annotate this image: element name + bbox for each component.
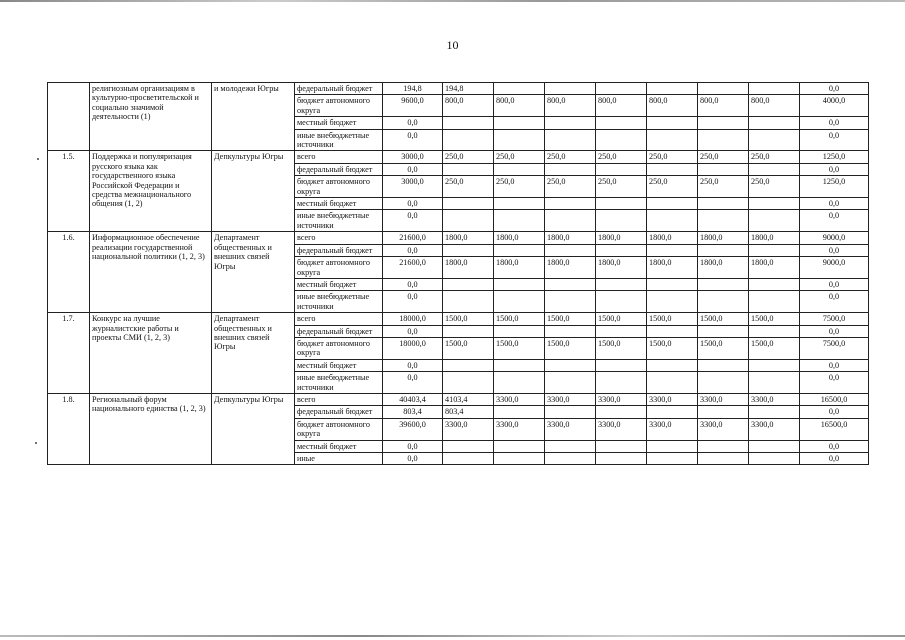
- year-amount: [749, 244, 800, 256]
- item-name: Информационное обеспечение реализации государственной национальной политики (1, 2, 3): [90, 232, 212, 313]
- final-period-amount: 0,0: [800, 325, 869, 337]
- total-amount: 0,0: [383, 244, 443, 256]
- total-amount: 0,0: [383, 163, 443, 175]
- year-amount: [749, 291, 800, 313]
- year-amount: 250,0: [545, 151, 596, 163]
- year-amount: [596, 244, 647, 256]
- year-amount: [647, 440, 698, 452]
- funding-source: иные внебюджетные источники: [295, 129, 383, 151]
- year-amount: 194,8: [443, 83, 494, 95]
- scan-speck: [37, 158, 39, 160]
- final-period-amount: 0,0: [800, 244, 869, 256]
- year-amount: 1800,0: [443, 257, 494, 279]
- year-amount: [749, 129, 800, 151]
- year-amount: 1500,0: [647, 313, 698, 325]
- year-amount: [494, 129, 545, 151]
- item-name: Региональный форум национального единства (1, 2, 3): [90, 393, 212, 464]
- total-amount: 0,0: [383, 359, 443, 371]
- year-amount: [596, 198, 647, 210]
- year-amount: [596, 359, 647, 371]
- year-amount: [698, 372, 749, 394]
- year-amount: [545, 440, 596, 452]
- year-amount: 250,0: [494, 176, 545, 198]
- year-amount: 3300,0: [494, 418, 545, 440]
- year-amount: [698, 210, 749, 232]
- funding-source: иные внебюджетные источники: [295, 210, 383, 232]
- year-amount: [443, 291, 494, 313]
- final-period-amount: 0,0: [800, 198, 869, 210]
- final-period-amount: 0,0: [800, 440, 869, 452]
- year-amount: [596, 372, 647, 394]
- year-amount: [443, 117, 494, 129]
- total-amount: 194,8: [383, 83, 443, 95]
- funding-source: местный бюджет: [295, 198, 383, 210]
- total-amount: 18000,0: [383, 337, 443, 359]
- year-amount: [596, 278, 647, 290]
- year-amount: 3300,0: [647, 393, 698, 405]
- year-amount: 1500,0: [545, 337, 596, 359]
- table-row: [48, 393, 869, 405]
- total-amount: 21600,0: [383, 257, 443, 279]
- year-amount: [494, 406, 545, 418]
- total-amount: 3000,0: [383, 151, 443, 163]
- total-amount: 0,0: [383, 129, 443, 151]
- year-amount: [545, 117, 596, 129]
- total-amount: 21600,0: [383, 232, 443, 244]
- scan-edge-bottom: [0, 635, 905, 637]
- year-amount: [545, 198, 596, 210]
- year-amount: [647, 406, 698, 418]
- year-amount: 1800,0: [647, 232, 698, 244]
- final-period-amount: 9000,0: [800, 232, 869, 244]
- year-amount: 1800,0: [647, 257, 698, 279]
- year-amount: 250,0: [698, 176, 749, 198]
- year-amount: [494, 83, 545, 95]
- year-amount: [749, 406, 800, 418]
- year-amount: 250,0: [596, 176, 647, 198]
- item-name: Поддержка и популяризация русского языка как государственного языка Российской Федерации и средства межнационального общения (1, 2): [90, 151, 212, 232]
- year-amount: [545, 453, 596, 465]
- year-amount: 250,0: [545, 176, 596, 198]
- year-amount: [443, 210, 494, 232]
- funding-source: бюджет автономного округа: [295, 257, 383, 279]
- year-amount: [596, 291, 647, 313]
- item-executor: и молодежи Югры: [212, 83, 295, 151]
- year-amount: [596, 440, 647, 452]
- year-amount: [596, 406, 647, 418]
- total-amount: 39600,0: [383, 418, 443, 440]
- year-amount: [749, 440, 800, 452]
- funding-source: бюджет автономного округа: [295, 337, 383, 359]
- year-amount: [596, 117, 647, 129]
- year-amount: [443, 453, 494, 465]
- year-amount: [494, 244, 545, 256]
- year-amount: 1500,0: [494, 313, 545, 325]
- year-amount: [494, 278, 545, 290]
- final-period-amount: 0,0: [800, 278, 869, 290]
- year-amount: [749, 372, 800, 394]
- year-amount: 3300,0: [545, 393, 596, 405]
- year-amount: [647, 359, 698, 371]
- item-executor: Департамент общественных и внешних связей Югры: [212, 232, 295, 313]
- final-period-amount: 0,0: [800, 372, 869, 394]
- year-amount: [749, 278, 800, 290]
- year-amount: [698, 325, 749, 337]
- year-amount: [545, 359, 596, 371]
- year-amount: [545, 163, 596, 175]
- year-amount: 1800,0: [698, 232, 749, 244]
- year-amount: 1800,0: [545, 232, 596, 244]
- year-amount: [545, 278, 596, 290]
- year-amount: [647, 198, 698, 210]
- total-amount: 0,0: [383, 210, 443, 232]
- year-amount: [749, 325, 800, 337]
- year-amount: [647, 117, 698, 129]
- final-period-amount: 7500,0: [800, 337, 869, 359]
- final-period-amount: 0,0: [800, 359, 869, 371]
- year-amount: [647, 278, 698, 290]
- total-amount: 40403,4: [383, 393, 443, 405]
- year-amount: [494, 372, 545, 394]
- table-row: [48, 151, 869, 163]
- total-amount: 803,4: [383, 406, 443, 418]
- table-row: [48, 83, 869, 95]
- year-amount: [749, 198, 800, 210]
- year-amount: 803,4: [443, 406, 494, 418]
- year-amount: [596, 325, 647, 337]
- funding-source: всего: [295, 151, 383, 163]
- year-amount: [443, 325, 494, 337]
- total-amount: 0,0: [383, 440, 443, 452]
- year-amount: [494, 453, 545, 465]
- year-amount: [494, 325, 545, 337]
- year-amount: 1800,0: [749, 232, 800, 244]
- year-amount: 1800,0: [494, 257, 545, 279]
- year-amount: 1500,0: [545, 313, 596, 325]
- year-amount: 3300,0: [749, 418, 800, 440]
- year-amount: 1500,0: [698, 337, 749, 359]
- year-amount: [698, 244, 749, 256]
- scan-edge-top: [0, 0, 905, 2]
- funding-source: местный бюджет: [295, 359, 383, 371]
- table-row: [48, 313, 869, 325]
- page-number: 10: [446, 38, 459, 52]
- year-amount: [698, 291, 749, 313]
- year-amount: 1500,0: [596, 337, 647, 359]
- year-amount: [596, 163, 647, 175]
- final-period-amount: 9000,0: [800, 257, 869, 279]
- funding-source: бюджет автономного округа: [295, 95, 383, 117]
- year-amount: [749, 83, 800, 95]
- year-amount: [596, 83, 647, 95]
- year-amount: [698, 453, 749, 465]
- year-amount: 3300,0: [698, 393, 749, 405]
- year-amount: 250,0: [596, 151, 647, 163]
- year-amount: 250,0: [443, 151, 494, 163]
- year-amount: [647, 163, 698, 175]
- year-amount: 250,0: [443, 176, 494, 198]
- year-amount: [698, 406, 749, 418]
- funding-source: федеральный бюджет: [295, 163, 383, 175]
- year-amount: 1800,0: [443, 232, 494, 244]
- item-executor: Департамент общественных и внешних связей Югры: [212, 313, 295, 394]
- year-amount: [494, 210, 545, 232]
- year-amount: [494, 117, 545, 129]
- year-amount: 800,0: [443, 95, 494, 117]
- total-amount: 18000,0: [383, 313, 443, 325]
- item-name: Конкурс на лучшие журналистские работы и проекты СМИ (1, 2, 3): [90, 313, 212, 394]
- final-period-amount: 1250,0: [800, 176, 869, 198]
- item-number: 1.8.: [48, 393, 90, 464]
- funding-source: бюджет автономного округа: [295, 418, 383, 440]
- year-amount: 800,0: [596, 95, 647, 117]
- year-amount: 250,0: [647, 151, 698, 163]
- final-period-amount: 0,0: [800, 210, 869, 232]
- year-amount: [494, 291, 545, 313]
- year-amount: 3300,0: [596, 393, 647, 405]
- year-amount: 1500,0: [443, 337, 494, 359]
- final-period-amount: 1250,0: [800, 151, 869, 163]
- funding-source: всего: [295, 232, 383, 244]
- year-amount: 250,0: [494, 151, 545, 163]
- item-name: религиозным организациям в культурно-просветительской и социально значимой деятельности (1): [90, 83, 212, 151]
- year-amount: [647, 291, 698, 313]
- year-amount: 3300,0: [698, 418, 749, 440]
- year-amount: [698, 117, 749, 129]
- year-amount: [647, 453, 698, 465]
- budget-table: [47, 82, 869, 465]
- final-period-amount: 4000,0: [800, 95, 869, 117]
- year-amount: 4103,4: [443, 393, 494, 405]
- year-amount: 1500,0: [596, 313, 647, 325]
- funding-source: иные: [295, 453, 383, 465]
- year-amount: 1500,0: [494, 337, 545, 359]
- year-amount: [749, 453, 800, 465]
- year-amount: 800,0: [494, 95, 545, 117]
- year-amount: 1800,0: [596, 232, 647, 244]
- total-amount: 0,0: [383, 291, 443, 313]
- year-amount: [545, 210, 596, 232]
- year-amount: 1800,0: [545, 257, 596, 279]
- funding-source: федеральный бюджет: [295, 83, 383, 95]
- item-number: 1.5.: [48, 151, 90, 232]
- funding-source: иные внебюджетные источники: [295, 372, 383, 394]
- year-amount: [494, 359, 545, 371]
- total-amount: 9600,0: [383, 95, 443, 117]
- year-amount: [647, 325, 698, 337]
- year-amount: [443, 440, 494, 452]
- item-executor: Депкультуры Югры: [212, 393, 295, 464]
- year-amount: 3300,0: [596, 418, 647, 440]
- year-amount: 1500,0: [443, 313, 494, 325]
- year-amount: 3300,0: [443, 418, 494, 440]
- year-amount: 3300,0: [494, 393, 545, 405]
- scan-speck: [35, 442, 37, 444]
- year-amount: [698, 278, 749, 290]
- year-amount: [443, 163, 494, 175]
- final-period-amount: 16500,0: [800, 393, 869, 405]
- year-amount: [494, 163, 545, 175]
- year-amount: [698, 129, 749, 151]
- funding-source: местный бюджет: [295, 278, 383, 290]
- year-amount: [443, 129, 494, 151]
- year-amount: 250,0: [698, 151, 749, 163]
- item-number: 1.6.: [48, 232, 90, 313]
- year-amount: [545, 325, 596, 337]
- year-amount: [647, 244, 698, 256]
- funding-source: федеральный бюджет: [295, 406, 383, 418]
- year-amount: 800,0: [749, 95, 800, 117]
- funding-source: местный бюджет: [295, 440, 383, 452]
- final-period-amount: 0,0: [800, 453, 869, 465]
- final-period-amount: 0,0: [800, 129, 869, 151]
- funding-source: федеральный бюджет: [295, 244, 383, 256]
- year-amount: 250,0: [749, 151, 800, 163]
- year-amount: 1800,0: [494, 232, 545, 244]
- total-amount: 0,0: [383, 117, 443, 129]
- year-amount: 1500,0: [749, 337, 800, 359]
- year-amount: [749, 117, 800, 129]
- year-amount: [545, 244, 596, 256]
- item-executor: Депкультуры Югры: [212, 151, 295, 232]
- final-period-amount: 0,0: [800, 406, 869, 418]
- year-amount: 3300,0: [749, 393, 800, 405]
- funding-source: всего: [295, 393, 383, 405]
- year-amount: [545, 129, 596, 151]
- year-amount: [494, 198, 545, 210]
- year-amount: [443, 244, 494, 256]
- year-amount: [647, 129, 698, 151]
- year-amount: 800,0: [647, 95, 698, 117]
- year-amount: [698, 440, 749, 452]
- final-period-amount: 0,0: [800, 163, 869, 175]
- year-amount: 1500,0: [749, 313, 800, 325]
- year-amount: [545, 372, 596, 394]
- year-amount: 3300,0: [545, 418, 596, 440]
- year-amount: 800,0: [698, 95, 749, 117]
- year-amount: [596, 129, 647, 151]
- year-amount: 1500,0: [647, 337, 698, 359]
- year-amount: [443, 198, 494, 210]
- year-amount: [698, 198, 749, 210]
- year-amount: [749, 359, 800, 371]
- final-period-amount: 0,0: [800, 291, 869, 313]
- year-amount: [443, 372, 494, 394]
- total-amount: 0,0: [383, 372, 443, 394]
- year-amount: [647, 83, 698, 95]
- year-amount: [698, 163, 749, 175]
- total-amount: 0,0: [383, 278, 443, 290]
- year-amount: [647, 210, 698, 232]
- funding-source: местный бюджет: [295, 117, 383, 129]
- year-amount: [545, 291, 596, 313]
- year-amount: [494, 440, 545, 452]
- item-number: 1.7.: [48, 313, 90, 394]
- item-number: [48, 83, 90, 151]
- funding-source: всего: [295, 313, 383, 325]
- year-amount: 1500,0: [698, 313, 749, 325]
- year-amount: 1800,0: [596, 257, 647, 279]
- year-amount: [443, 278, 494, 290]
- total-amount: 0,0: [383, 325, 443, 337]
- table-row: [48, 232, 869, 244]
- year-amount: 3300,0: [647, 418, 698, 440]
- year-amount: [596, 210, 647, 232]
- final-period-amount: 0,0: [800, 83, 869, 95]
- total-amount: 3000,0: [383, 176, 443, 198]
- year-amount: 800,0: [545, 95, 596, 117]
- year-amount: [749, 163, 800, 175]
- final-period-amount: 0,0: [800, 117, 869, 129]
- year-amount: 1800,0: [698, 257, 749, 279]
- final-period-amount: 7500,0: [800, 313, 869, 325]
- year-amount: [698, 83, 749, 95]
- year-amount: 1800,0: [749, 257, 800, 279]
- year-amount: 250,0: [749, 176, 800, 198]
- funding-source: федеральный бюджет: [295, 325, 383, 337]
- year-amount: [596, 453, 647, 465]
- funding-source: бюджет автономного округа: [295, 176, 383, 198]
- year-amount: [749, 210, 800, 232]
- year-amount: [545, 406, 596, 418]
- year-amount: [443, 359, 494, 371]
- total-amount: 0,0: [383, 453, 443, 465]
- year-amount: [698, 359, 749, 371]
- total-amount: 0,0: [383, 198, 443, 210]
- year-amount: [647, 372, 698, 394]
- year-amount: 250,0: [647, 176, 698, 198]
- funding-source: иные внебюджетные источники: [295, 291, 383, 313]
- year-amount: [545, 83, 596, 95]
- final-period-amount: 16500,0: [800, 418, 869, 440]
